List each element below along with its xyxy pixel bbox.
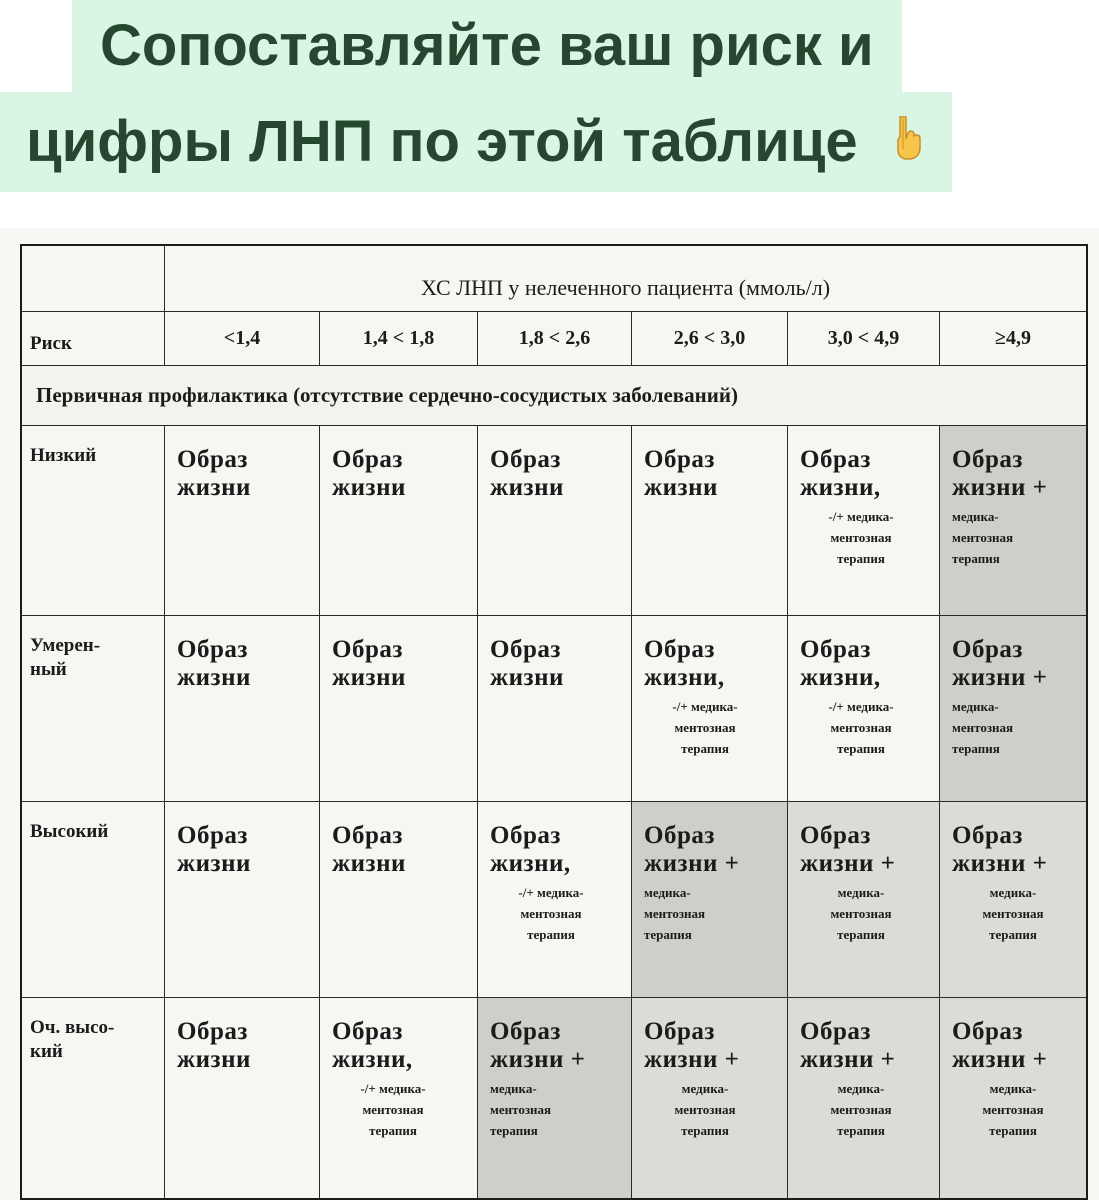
- range-header: 1,8 < 2,6: [478, 312, 632, 366]
- table-cell: [165, 616, 320, 802]
- table-cell: [788, 998, 940, 1198]
- cell-main-text: Образ жизни +: [800, 822, 896, 877]
- table-cell: [788, 802, 940, 998]
- table-cell: [940, 802, 1086, 998]
- risk-column-header: Риск: [22, 312, 165, 366]
- cell-main-text: Образ жизни: [490, 636, 564, 691]
- table-cell: [320, 802, 478, 998]
- risk-row-label: Умерен- ный: [22, 616, 165, 802]
- title-line-2: [0, 92, 952, 192]
- risk-row-label: Оч. высо- кий: [22, 998, 165, 1198]
- cell-note-text: медика- ментозная терапия: [830, 1081, 892, 1138]
- cell-main-text: Образ жизни: [177, 822, 251, 877]
- cell-note-text: медика- ментозная терапия: [952, 509, 1014, 566]
- cell-main-text: Образ жизни +: [952, 446, 1048, 501]
- cell-main-text: Образ жизни: [177, 636, 251, 691]
- table-cell: [632, 802, 788, 998]
- cell-main-text: Образ жизни: [177, 446, 251, 501]
- table-cell: [632, 998, 788, 1198]
- range-header: ≥4,9: [940, 312, 1086, 366]
- cell-note-text: медика- ментозная терапия: [490, 1081, 552, 1138]
- cell-main-text: Образ жизни: [332, 822, 406, 877]
- cell-main-text: Образ жизни: [332, 446, 406, 501]
- cell-main-text: Образ жизни +: [644, 1018, 740, 1073]
- table-cell: [478, 802, 632, 998]
- cell-note-text: -/+ медика- ментозная терапия: [360, 1081, 426, 1138]
- cell-main-text: Образ жизни: [177, 1018, 251, 1073]
- table-cell: [632, 426, 788, 616]
- table-cell: [165, 426, 320, 616]
- cell-note-text: -/+ медика- ментозная терапия: [518, 885, 584, 942]
- cell-note-text: медика- ментозная терапия: [644, 885, 706, 942]
- cell-main-text: Образ жизни +: [490, 1018, 586, 1073]
- table-cell: [165, 998, 320, 1198]
- table-cell: [478, 616, 632, 802]
- table-cell: [320, 998, 478, 1198]
- range-header: 1,4 < 1,8: [320, 312, 478, 366]
- cell-main-text: Образ жизни +: [952, 636, 1048, 691]
- table-cell: [320, 426, 478, 616]
- header-band: [0, 0, 1099, 228]
- cell-main-text: Образ жизни,: [490, 822, 571, 877]
- table-cell: [165, 802, 320, 998]
- table-title: ХС ЛНП у нелеченного пациента (ммоль/л): [165, 246, 1086, 312]
- table-cell: [940, 616, 1086, 802]
- cell-note-text: -/+ медика- ментозная терапия: [672, 699, 738, 756]
- cell-main-text: Образ жизни: [332, 636, 406, 691]
- title-text-2: цифры ЛНП по этой таблице: [26, 109, 858, 174]
- title-text-1: Сопоставляйте ваш риск и: [100, 13, 874, 78]
- cell-note-text: медика- ментозная терапия: [830, 885, 892, 942]
- range-header: <1,4: [165, 312, 320, 366]
- cell-main-text: Образ жизни +: [952, 1018, 1048, 1073]
- cell-main-text: Образ жизни +: [800, 1018, 896, 1073]
- cell-main-text: Образ жизни,: [644, 636, 725, 691]
- cell-note-text: медика- ментозная терапия: [952, 699, 1014, 756]
- cell-note-text: -/+ медика- ментозная терапия: [828, 699, 894, 756]
- table-cell: [788, 426, 940, 616]
- cell-main-text: Образ жизни: [644, 446, 718, 501]
- title-line-1: [72, 0, 902, 92]
- cell-note-text: -/+ медика- ментозная терапия: [828, 509, 894, 566]
- range-header: 2,6 < 3,0: [632, 312, 788, 366]
- table-cell: [788, 616, 940, 802]
- cell-main-text: Образ жизни,: [800, 446, 881, 501]
- pointing-down-hand-icon: [888, 92, 922, 192]
- range-header: 3,0 < 4,9: [788, 312, 940, 366]
- table-cell: [632, 616, 788, 802]
- cell-note-text: медика- ментозная терапия: [674, 1081, 736, 1138]
- table-cell: [940, 426, 1086, 616]
- corner-cell: [22, 246, 165, 312]
- section-heading: Первичная профилактика (отсутствие сердечно-сосудистых заболеваний): [22, 366, 1086, 426]
- cell-main-text: Образ жизни +: [644, 822, 740, 877]
- table-cell: [478, 426, 632, 616]
- ldl-risk-table: [20, 244, 1088, 1200]
- table-cell: [940, 998, 1086, 1198]
- cell-main-text: Образ жизни,: [800, 636, 881, 691]
- cell-note-text: медика- ментозная терапия: [982, 1081, 1044, 1138]
- cell-main-text: Образ жизни: [490, 446, 564, 501]
- risk-row-label: Высокий: [22, 802, 165, 998]
- cell-note-text: медика- ментозная терапия: [982, 885, 1044, 942]
- table-cell: [320, 616, 478, 802]
- cell-main-text: Образ жизни,: [332, 1018, 413, 1073]
- cell-main-text: Образ жизни +: [952, 822, 1048, 877]
- risk-row-label: Низкий: [22, 426, 165, 616]
- table-cell: [478, 998, 632, 1198]
